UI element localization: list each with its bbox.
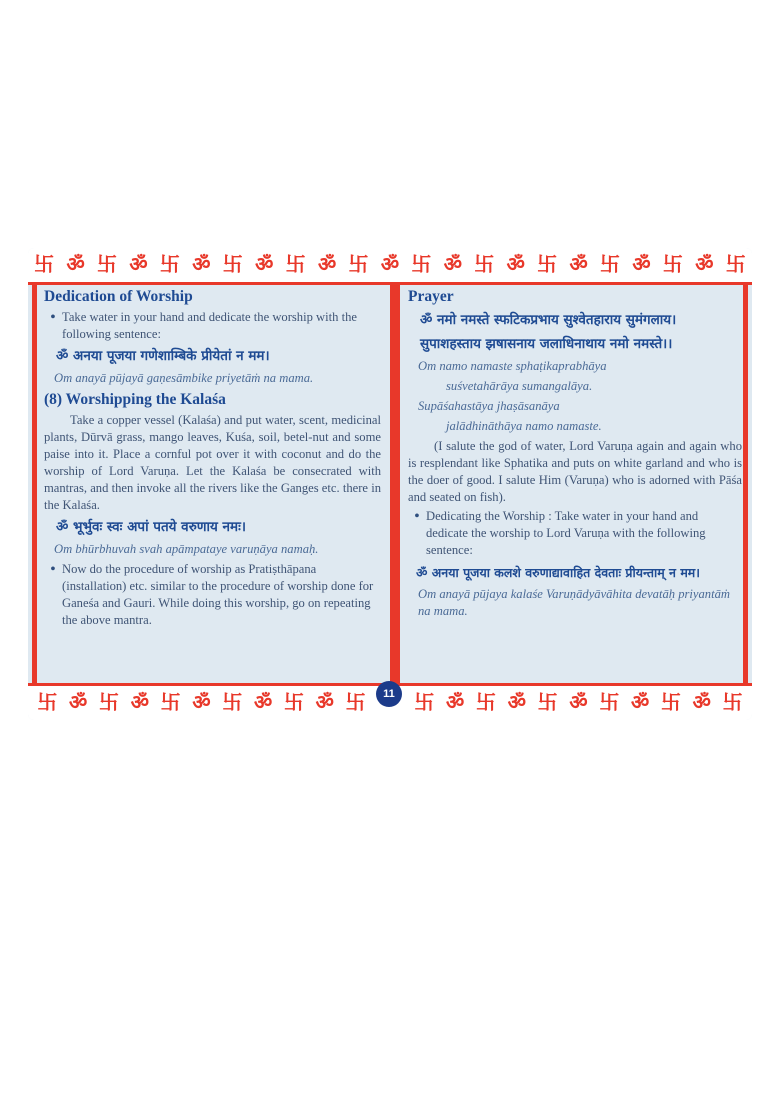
transliteration: Om anayā pūjayā gaṇesāmbike priyetāṁ na mama.	[54, 371, 314, 385]
om-symbol: ॐ	[192, 254, 211, 276]
transliteration: Om bhūrbhuvah svah apāmpataye varuṇāya namaḥ.	[54, 542, 319, 556]
om-symbol: ॐ	[66, 254, 85, 276]
om-symbol: ॐ	[446, 692, 465, 714]
booklet-page	[28, 248, 752, 720]
om-symbol: ॐ	[380, 254, 400, 276]
sanskrit-mantra: ॐ अनया पूजया कलशे वरुणाद्यावाहित देवताः प्रीयन्ताम् न मम।	[416, 565, 701, 580]
swastika-symbol: 卐	[537, 254, 558, 276]
swastika-symbol: 卐	[660, 692, 681, 714]
column-divider	[390, 285, 400, 683]
bottom-right-symbols	[409, 693, 749, 713]
om-symbol: ॐ	[192, 692, 211, 714]
kalasa-paragraph: Take a copper vessel (Kalaśa) and put water, scent, medicinal plants, Dūrvā grass, mango leaves, Kuśa, soil, betel-nut and some paise into it. Place a cornful pot over it with coconut and do the worship of Lord Varuṇa. Let the Kalaśa be consecrated with mantras, and then invoke all the rivers like the Ganges etc. there in the Kalaśa.	[44, 413, 381, 512]
om-symbol: ॐ	[632, 254, 651, 276]
om-symbol: ॐ	[315, 692, 334, 714]
om-symbol: ॐ	[695, 254, 714, 276]
left-column	[41, 287, 384, 683]
bullet-item	[44, 561, 381, 629]
transliteration: suśvetahārāya sumangalāya.	[446, 379, 593, 393]
transliteration: Om namo namaste sphaṭikaprabhāya	[418, 359, 607, 373]
prayer-heading: Prayer	[408, 288, 454, 305]
om-symbol: ॐ	[69, 692, 88, 714]
transliteration: jalādhināthāya namo namaste.	[446, 419, 602, 433]
sanskrit-mantra: ॐ अनया पूजया गणेशाम्बिके प्रीयेतां न मम।	[56, 348, 270, 364]
swastika-symbol: 卐	[474, 254, 495, 276]
swastika-symbol: 卐	[537, 692, 558, 714]
swastika-symbol: 卐	[99, 692, 119, 714]
swastika-symbol: 卐	[285, 254, 306, 276]
bullet-text: Dedicating the Worship : Take water in your hand and dedicate the worship to Lord Varuṇa with the following sentence:	[426, 509, 706, 557]
right-column	[406, 287, 744, 683]
bullet-text: Take water in your hand and dedicate the worship with the following sentence:	[62, 310, 357, 341]
swastika-symbol: 卐	[345, 692, 366, 714]
swastika-symbol: 卐	[476, 692, 496, 714]
bullet-icon: •	[50, 562, 56, 577]
translation-paragraph: (I salute the god of water, Lord Varuṇa again and again who is resplendant like Sphatika and puts on white garland and who is the doer of good. I salute Him (Varuṇa) who is adorned with Pāśa and seated on fish).	[408, 439, 742, 504]
om-symbol: ॐ	[507, 692, 526, 714]
page-number: 11	[376, 681, 402, 707]
bullet-icon: •	[50, 310, 56, 325]
om-symbol: ॐ	[631, 692, 650, 714]
bullet-item	[44, 309, 381, 343]
swastika-symbol: 卐	[160, 692, 181, 714]
swastika-symbol: 卐	[600, 254, 621, 276]
swastika-symbol: 卐	[722, 692, 743, 714]
om-symbol: ॐ	[569, 692, 588, 714]
top-symbol-border	[28, 248, 752, 285]
bullet-item	[408, 508, 742, 559]
transliteration: Supāśahastāya jhaṣāsanāya	[418, 399, 560, 413]
swastika-symbol: 卐	[414, 692, 435, 714]
om-symbol: ॐ	[130, 692, 149, 714]
transliteration: Om anayā pūjaya kalaśe Varuṇādyāvāhita devatāḥ priyantāṁ na mama.	[418, 587, 730, 618]
om-symbol: ॐ	[506, 254, 525, 276]
swastika-symbol: 卐	[599, 692, 620, 714]
bullet-icon: •	[414, 509, 420, 524]
bullet-text: Now do the procedure of worship as Pratiṣthāpana (installation) etc. similar to the procedure of worship done for Ganeśa and Gauri. While doing this worship, go on repeating the above mantra.	[62, 562, 374, 627]
swastika-symbol: 卐	[97, 254, 118, 276]
bottom-left-symbols	[32, 693, 372, 713]
swastika-symbol: 卐	[283, 692, 304, 714]
swastika-symbol: 卐	[222, 254, 243, 276]
dedication-heading: Dedication of Worship	[44, 288, 193, 305]
swastika-symbol: 卐	[222, 692, 243, 714]
om-symbol: ॐ	[129, 254, 148, 276]
om-symbol: ॐ	[255, 254, 274, 276]
om-symbol: ॐ	[569, 254, 588, 276]
swastika-symbol: 卐	[34, 254, 55, 276]
om-symbol: ॐ	[254, 692, 273, 714]
swastika-symbol: 卐	[37, 692, 58, 714]
bottom-symbol-border	[28, 683, 752, 720]
om-symbol: ॐ	[317, 254, 337, 276]
sanskrit-mantra: सुपाशहस्ताय झषासनाय जलाधिनाथाय नमो नमस्ते।।	[420, 336, 673, 352]
swastika-symbol: 卐	[348, 254, 369, 276]
swastika-symbol: 卐	[159, 254, 180, 276]
swastika-symbol: 卐	[662, 254, 683, 276]
swastika-symbol: 卐	[725, 254, 746, 276]
sanskrit-mantra: ॐ भूर्भुवः स्वः अपां पतये वरुणाय नमः।	[56, 519, 246, 535]
content-frame	[32, 285, 748, 683]
sanskrit-mantra: ॐ नमो नमस्ते स्फटिकप्रभाय सुश्वेतहाराय सुमंगलाय।	[420, 312, 677, 328]
kalasa-heading: (8) Worshipping the Kalaśa	[44, 391, 226, 408]
swastika-symbol: 卐	[411, 254, 432, 276]
om-symbol: ॐ	[443, 254, 462, 276]
om-symbol: ॐ	[692, 692, 711, 714]
